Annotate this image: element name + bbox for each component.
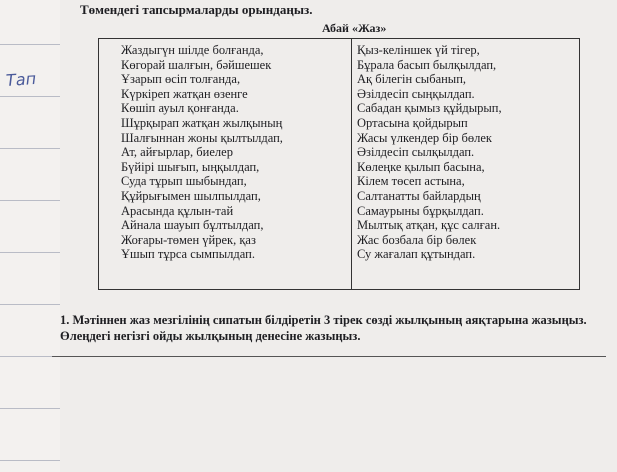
- poem-line: Ақ білегін сыбанып,: [357, 72, 467, 87]
- poem-column-right: [357, 43, 502, 262]
- ruled-line: [0, 96, 60, 97]
- poem-line: Бұрала басып былқылдап,: [357, 57, 497, 72]
- poem-line: Сабадан қымыз құйдырып,: [357, 101, 502, 116]
- instruction-heading: Төмендегі тапсырмаларды орындаңыз.: [80, 2, 313, 17]
- poem-line: Бүйірі шығып, ыңқылдап,: [121, 159, 260, 174]
- poem-line: Ат, айғырлар, биелер: [121, 145, 233, 160]
- ruled-line: [0, 304, 60, 305]
- poem-line: Салтанатты байлардың: [357, 188, 481, 203]
- poem-line: Шалғыннан жоны қылтылдап,: [121, 130, 283, 145]
- poem-column-left: [121, 43, 283, 262]
- poem-line: Кілем төсеп астына,: [357, 174, 465, 189]
- task-line-1: 1. Мәтіннен жаз мезгілінің сипатын білдіретін 3 тірек сөзді жылқының аяқтарына жазыңыз.: [60, 313, 587, 327]
- ruled-line: [0, 148, 60, 149]
- poem-line: Ұзарып өсіп толғанда,: [121, 72, 241, 87]
- poem-line: Суда тұрып шыбындап,: [121, 174, 247, 189]
- poem-line: Жоғары-төмен үйрек, қаз: [121, 232, 256, 247]
- poem-line: Жасы үлкендер бір бөлек: [357, 130, 492, 145]
- ruled-line: [0, 44, 60, 45]
- task-text: [60, 312, 587, 344]
- answer-line: [52, 356, 606, 357]
- poem-line: Жас бозбала бір бөлек: [357, 232, 477, 247]
- poem-line: Көгорай шалғын, бәйшешек: [121, 57, 272, 72]
- poem-line: Әзілдесіп сыңқылдап.: [357, 86, 475, 101]
- poem-line: Шұрқырап жатқан жылқының: [121, 115, 283, 130]
- poem-line: Су жағалап құтындап.: [357, 247, 476, 262]
- poem-line: Әзілдесіп сылқылдап.: [357, 145, 475, 160]
- poem-line: Жаздыгүн шілде болғанда,: [121, 43, 264, 57]
- column-divider: [351, 39, 352, 289]
- poem-line: Мылтық атқан, құс салған.: [357, 218, 501, 233]
- poem-line: Қыз-келіншек үй тігер,: [357, 43, 480, 57]
- notebook-margin: [0, 0, 60, 472]
- poem-line: Арасында құлын-тай: [121, 203, 234, 218]
- ruled-line: [0, 252, 60, 253]
- poem-line: Көлеңке қылып басына,: [357, 159, 485, 174]
- ruled-line: [0, 460, 60, 461]
- poem-line: Көшіп ауыл қонғанда.: [121, 101, 239, 116]
- poem-line: Самаурыны бұрқылдап.: [357, 203, 484, 218]
- ruled-line: [0, 408, 60, 409]
- poem-line: Ортасына қойдырып: [357, 115, 468, 130]
- poem-line: Құйрығымен шылпылдап,: [121, 188, 261, 203]
- handwritten-note: Тап: [5, 68, 37, 91]
- poem-table: [98, 38, 580, 290]
- ruled-line: [0, 200, 60, 201]
- ruled-line: [0, 356, 60, 357]
- poem-line: Айнала шауып бұлтылдап,: [121, 218, 264, 233]
- poem-line: Күркіреп жатқан өзенге: [121, 86, 248, 101]
- poem-line: Ұшып тұрса сымпылдап.: [121, 247, 255, 262]
- poem-title: Абай «Жаз»: [322, 21, 387, 35]
- task-line-2: Өлеңдегі негізгі ойды жылқының денесіне жазыңыз.: [60, 329, 361, 343]
